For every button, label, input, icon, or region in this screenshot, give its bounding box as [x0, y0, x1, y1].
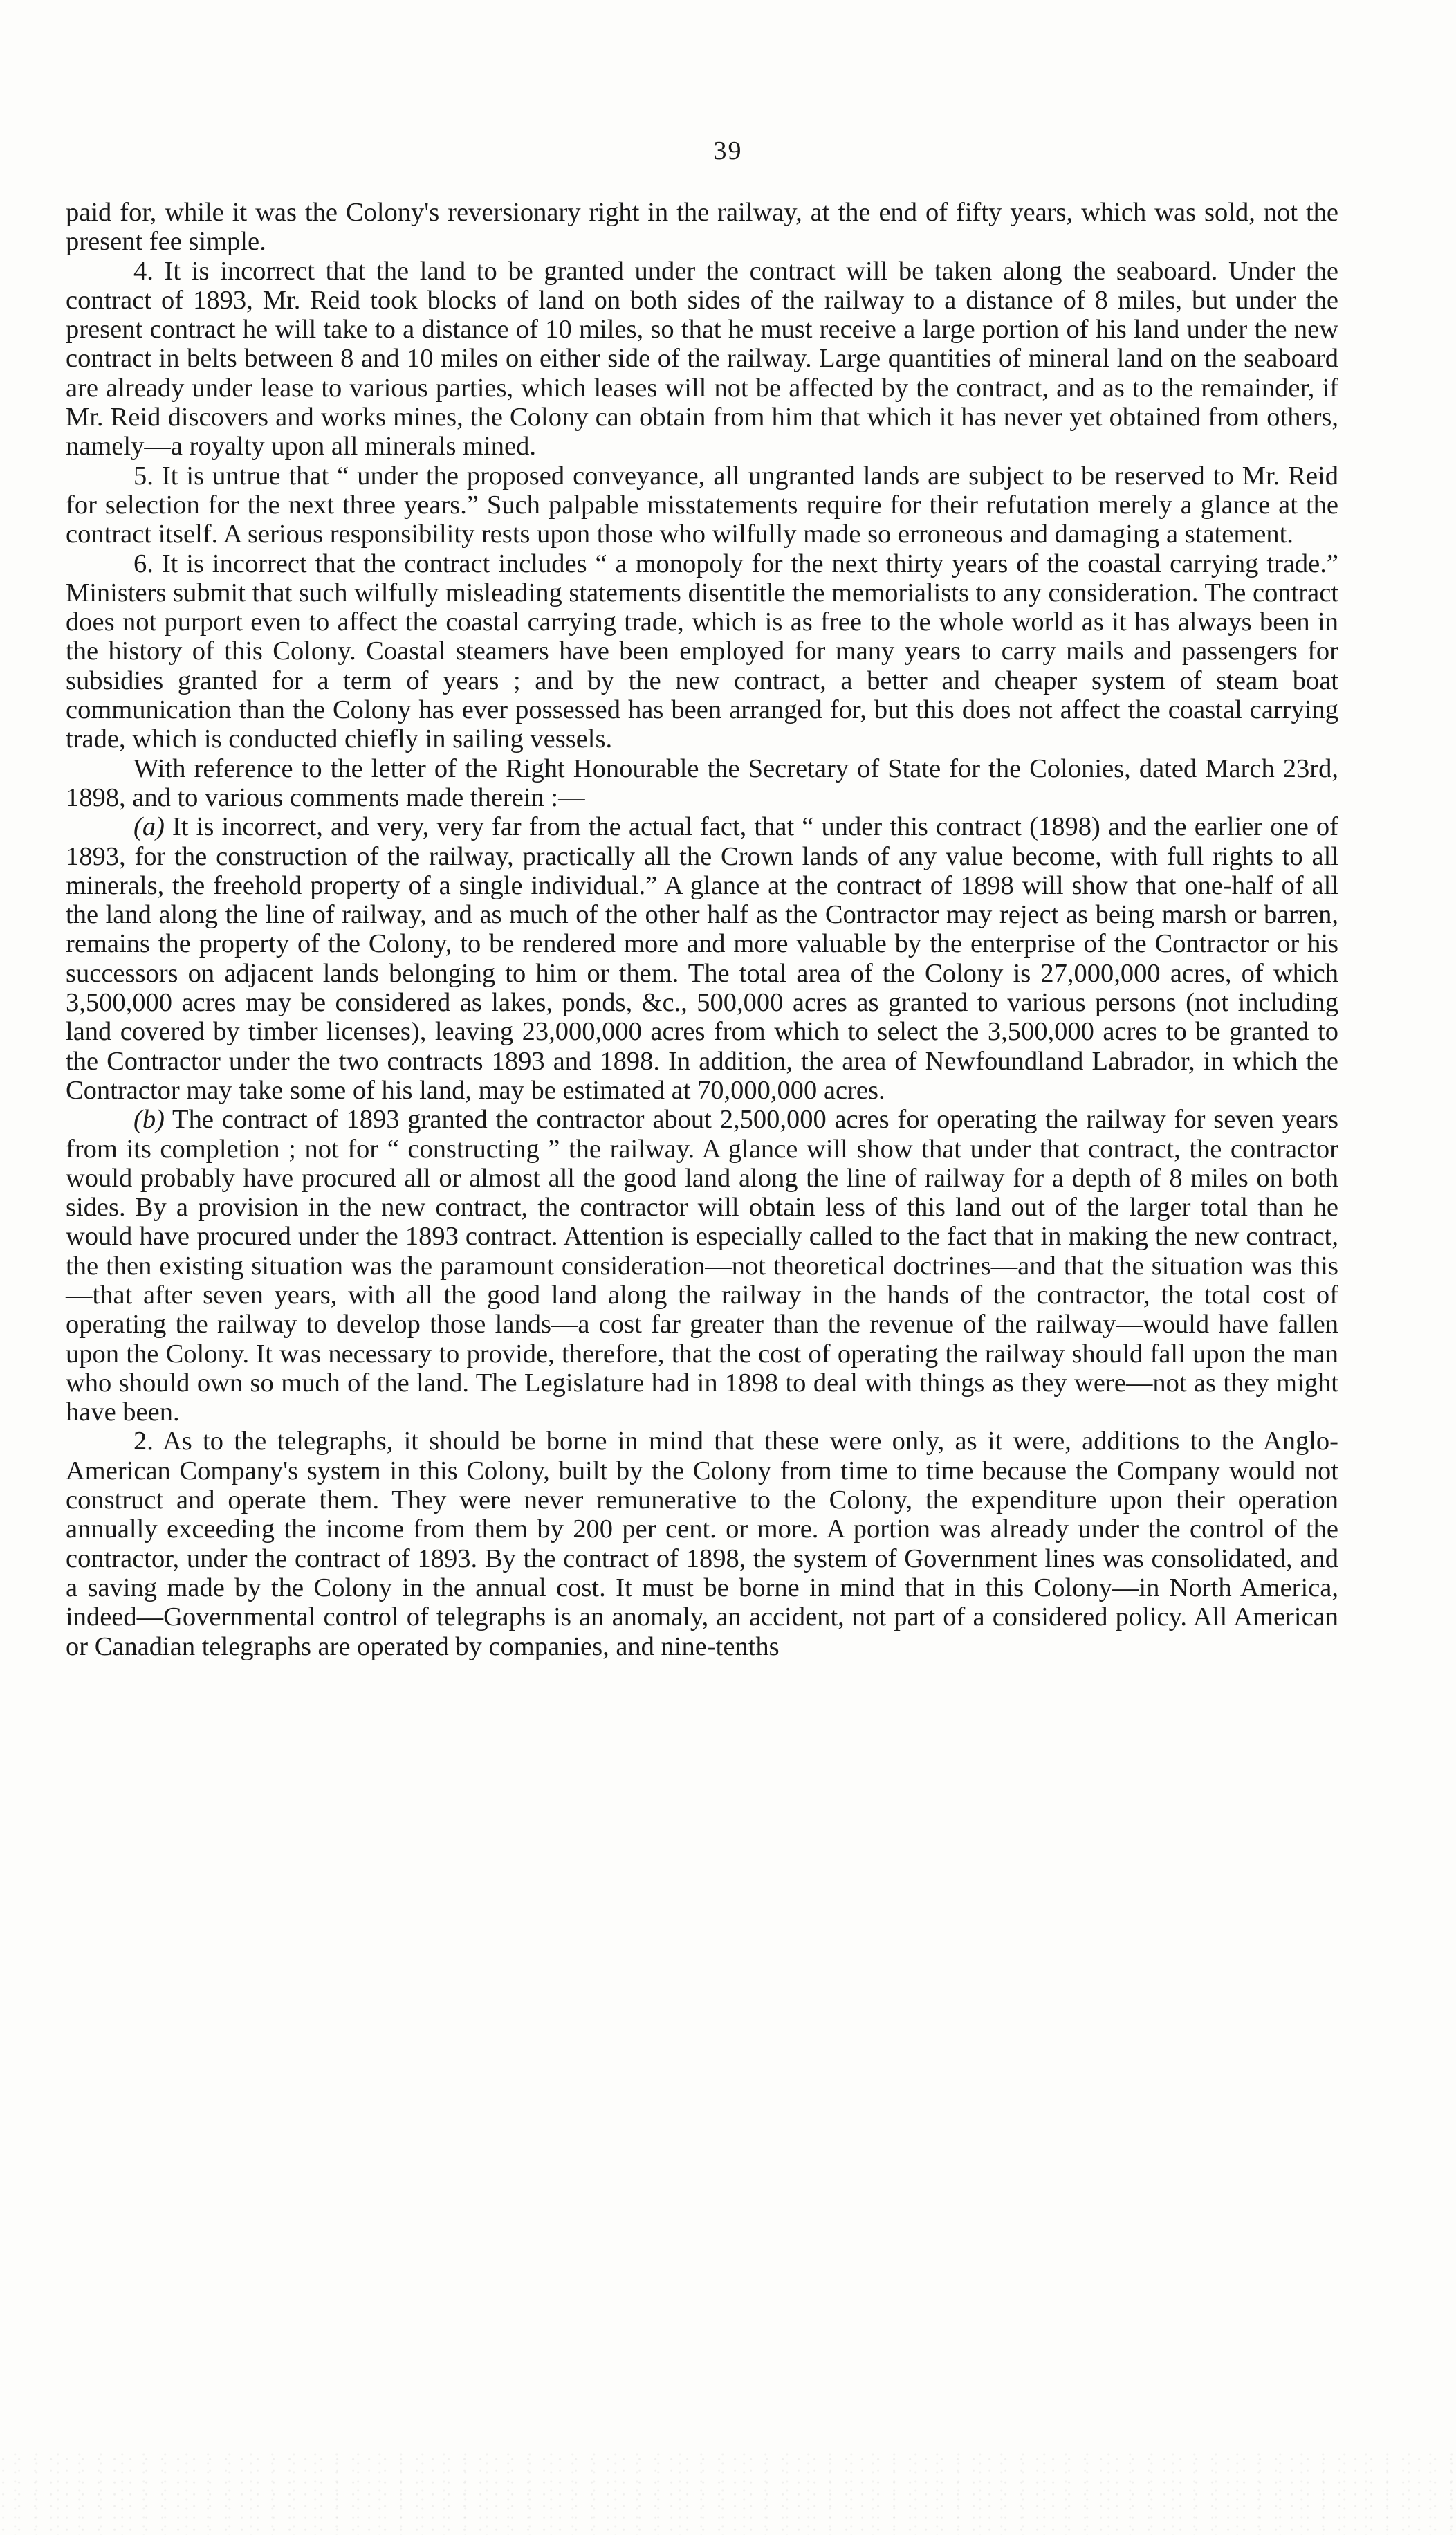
- paragraph-item-b: [66, 1105, 1338, 1427]
- paragraph-item-2-telegraphs: 2. As to the telegraphs, it should be borne in mind that these were only, as it were, additions to the Anglo-American Company's system in this Colony, built by the Colony from time to time because the Company would not construct and operate them. They were never remunerative to the Colony, the expenditure upon their operation annually exceeding the income from them by 200 per cent. or more. A portion was already under the control of the contractor, under the contract of 1893. By the contract of 1898, the system of Government lines was consolidated, and a saving made by the Colony in the annual cost. It must be borne in mind that in this Colony—in North America, indeed—Governmental control of telegraphs is an anomaly, an accident, not part of a considered policy. All American or Canadian telegraphs are operated by companies, and nine-tenths: [66, 1427, 1338, 1661]
- scan-noise: [0, 2452, 1456, 2535]
- body-text: [66, 198, 1338, 1661]
- paragraph-item-4: 4. It is incorrect that the land to be granted under the contract will be taken along the seaboard. Under the contract of 1893, Mr. Reid took blocks of land on both sides of the railway to a distance of 8 miles, but under the present contract he will take to a distance of 10 miles, so that he must receive a large portion of his land under the new contract in belts between 8 and 10 miles on either side of the railway. Large quantities of mineral land on the seaboard are already under lease to various parties, which leases will not be affected by the contract, and as to the remainder, if Mr. Reid discovers and works mines, the Colony can obtain from him that which it has never yet obtained from others, namely—a royalty upon all minerals mined.: [66, 256, 1338, 461]
- paragraph-item-a: [66, 812, 1338, 1105]
- paragraph-item-5: 5. It is untrue that “ under the proposed conveyance, all ungranted lands are subject to be reserved to Mr. Reid for selection for the next three years.” Such palpable misstatements require for their refutation merely a glance at the contract itself. A serious responsibility rests upon those who wilfully made so erroneous and damaging a statement.: [66, 461, 1338, 549]
- page-number: 39: [713, 136, 743, 165]
- item-label-a: (a): [133, 812, 165, 842]
- item-label-b: (b): [133, 1105, 165, 1135]
- item-text-a: It is incorrect, and very, very far from the actual fact, that “ under this contract (1898) and the earlier one of 1893, for the construction of the railway, practically all the Crown lands of any value become, with full rights to all minerals, the freehold property of a single individual.” A glance at the contract of 1898 will show that one-half of all the land along the line of railway, and as much of the other half as the Contractor may reject as being marsh or barren, remains the property of the Colony, to be rendered more and more valuable by the enterprise of the Contractor or his successors on adjacent lands belonging to him or them. The total area of the Colony is 27,000,000 acres, of which 3,500,000 acres may be considered as lakes, ponds, &c., 500,000 acres as granted to various persons (not including land covered by timber licenses), leaving 23,000,000 acres from which to select the 3,500,000 acres to be granted to the Contractor under the two contracts 1893 and 1898. In addition, the area of Newfoundland Labrador, in which the Contractor may take some of his land, may be estimated at 70,000,000 acres.: [66, 812, 1338, 1105]
- paragraph-reference-letter: With reference to the letter of the Right Honourable the Secretary of State for the Colonies, dated March 23rd, 1898, and to various comments made therein :—: [66, 753, 1338, 812]
- paragraph-item-6: 6. It is incorrect that the contract includes “ a monopoly for the next thirty years of the coastal carrying trade.” Ministers submit that such wilfully misleading statements disentitle the memorialists to any consideration. The contract does not purport even to affect the coastal carrying trade, which is as free to the whole world as it has always been in the history of this Colony. Coastal steamers have been employed for many years to carry mails and passengers for subsidies granted for a term of years ; and by the new contract, a better and cheaper system of steam boat communication than the Colony has ever possessed has been arranged for, but this does not affect the coastal carrying trade, which is conducted chiefly in sailing vessels.: [66, 549, 1338, 754]
- item-text-b: The contract of 1893 granted the contractor about 2,500,000 acres for operating the railway for seven years from its completion ; not for “ constructing ” the railway. A glance will show that under that contract, the contractor would probably have procured all or almost all the good land along the line of railway for a depth of 8 miles on both sides. By a provision in the new contract, the contractor will obtain less of this land out of the larger total than he would have procured under the 1893 contract. Attention is especially called to the fact that in making the new contract, the then existing situation was the paramount consideration—not theoretical doctrines—and that the situation was this—that after seven years, with all the good land along the railway in the hands of the contractor, the total cost of operating the railway to develop those lands—a cost far greater than the revenue of the railway—would have fallen upon the Colony. It was necessary to provide, therefore, that the cost of operating the railway should fall upon the man who should own so much of the land. The Legislature had in 1898 to deal with things as they were—not as they might have been.: [66, 1105, 1338, 1427]
- paragraph-continuation: paid for, while it was the Colony's reversionary right in the railway, at the end of fifty years, which was sold, not the present fee simple.: [66, 198, 1338, 257]
